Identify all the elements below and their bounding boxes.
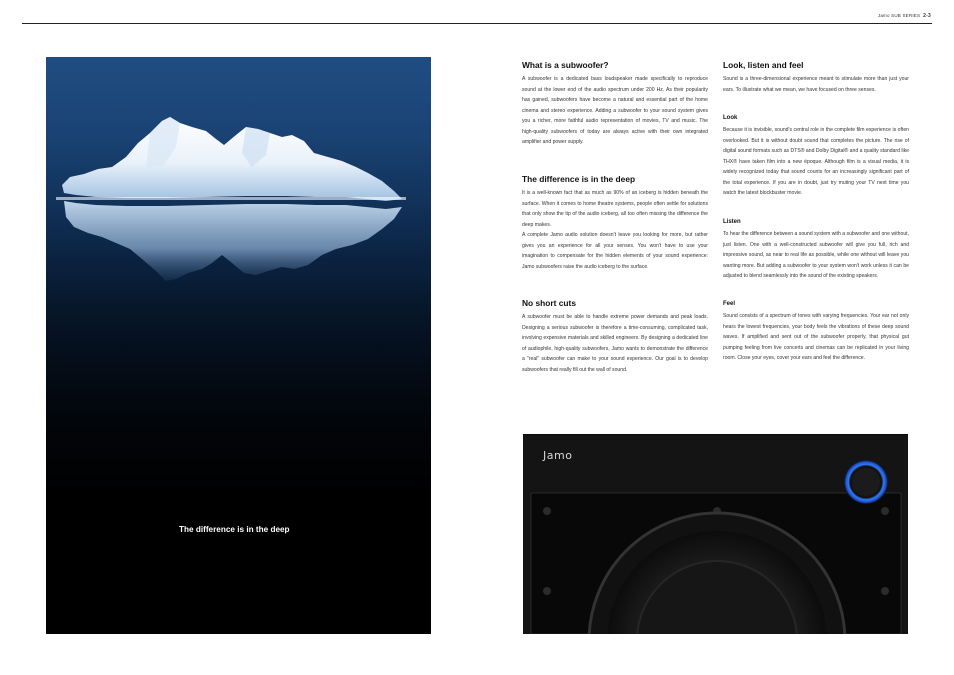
section-look-listen-feel	[723, 60, 909, 95]
page-number: 2-3	[923, 13, 931, 19]
section-intro: Sound is a three-dimensional experience meant to stimulate more than just your ears. To illustrate what we mean, we have focused on three senses.	[723, 76, 909, 93]
section-what-is	[522, 60, 708, 148]
section-body: A subwoofer must be able to handle extreme power demands and peak loads. Designing a serious subwoofer is therefore a time-consuming, complicated task, involving expensive materials and skilled engineers. By designing a dedicated line of audiophile, high-quality subwoofers, Jamo wants to demonstrate the difference a "real" subwoofer can make to your sound experience. Our goal is to develop subwoofers that really fill out the wall of sound.	[522, 314, 708, 373]
section-body: It is a well-known fact that as much as 90% of an iceberg is hidden beneath the surface. When it comes to home theatre systems, people often settle for solutions that only show the tip of the audio iceberg, all too often missing the difference the deep makes.	[522, 190, 708, 228]
series-name: Jamo SUB SERIES	[877, 13, 921, 18]
subsection-look	[723, 114, 909, 199]
subsection-title: Look	[723, 115, 738, 121]
subsection-title: Listen	[723, 219, 741, 225]
section-no-short-cuts	[522, 298, 708, 375]
section-body: A complete Jamo audio solution doesn't leave you looking for more, but rather gives you an experience for all your senses. You won't have to use your imagination to compensate for the hidden elements of your sound experience: Jamo subwoofers raise the audio iceberg to the surface.	[522, 232, 708, 270]
subsection-feel	[723, 300, 909, 364]
section-title: Look, listen and feel	[723, 60, 804, 70]
subsection-body: To hear the difference between a sound system with a subwoofer and one without, just listen. One with a well-constructed subwoofer will give you full, rich and impressive sound, as near to real life as possible, while one without will leave you wanting more. But adding a subwoofer to your system won't work unless it can be adjusted to blend seamlessly into the sound of the existing speakers.	[723, 231, 909, 279]
section-difference	[522, 174, 708, 272]
section-title: What is a subwoofer?	[522, 60, 609, 70]
brand-logo: Jamo	[543, 449, 573, 462]
page-header	[878, 13, 931, 19]
section-title: No short cuts	[522, 298, 576, 308]
iceberg-photo	[46, 57, 431, 634]
subwoofer-illustration	[523, 431, 908, 634]
photo-caption: The difference is in the deep	[179, 525, 290, 534]
section-title: The difference is in the deep	[522, 174, 636, 184]
subwoofer-photo	[523, 431, 908, 634]
subsection-listen	[723, 218, 909, 282]
iceberg-illustration	[46, 57, 431, 634]
header-rule	[22, 23, 932, 24]
subsection-body: Sound consists of a spectrum of tones with varying frequencies. Your ear not only hears the lowest frequencies, your body feels the vibrations of these deep sound waves. If amplified and sent out of the subwoofer properly, that physical gut pumping feeling from live concerts and cinemas can be replicated in your living room. Close your eyes, cover your ears and feel the difference.	[723, 313, 909, 361]
subsection-body: Because it is invisible, sound's central role in the complete film experience is often overlooked. But it is without doubt sound that completes the picture. The rise of digital sound formats such as DTS® and Dolby Digital® and a quality standard like THX® have taken film into a new époque. Although film is a visual media, it is widely recognized today that sound counts for an increasingly significant part of the total experience. If you are in doubt, just try muting your TV next time you watch the latest blockbuster movie.	[723, 127, 909, 196]
section-body: A subwoofer is a dedicated bass loudspeaker made specifically to reproduce sound at the lower end of the audio spectrum under 200 Hz. As their popularity has gained, subwoofers have become a natural and essential part of the home cinema and stereo experience. Adding a subwoofer to your sound system gives you a richer, more faithful audio representation of movies, TV and music. The high-quality subwoofers of today are always active with their own integrated amplifier and power supply.	[522, 76, 708, 145]
subsection-title: Feel	[723, 301, 736, 307]
